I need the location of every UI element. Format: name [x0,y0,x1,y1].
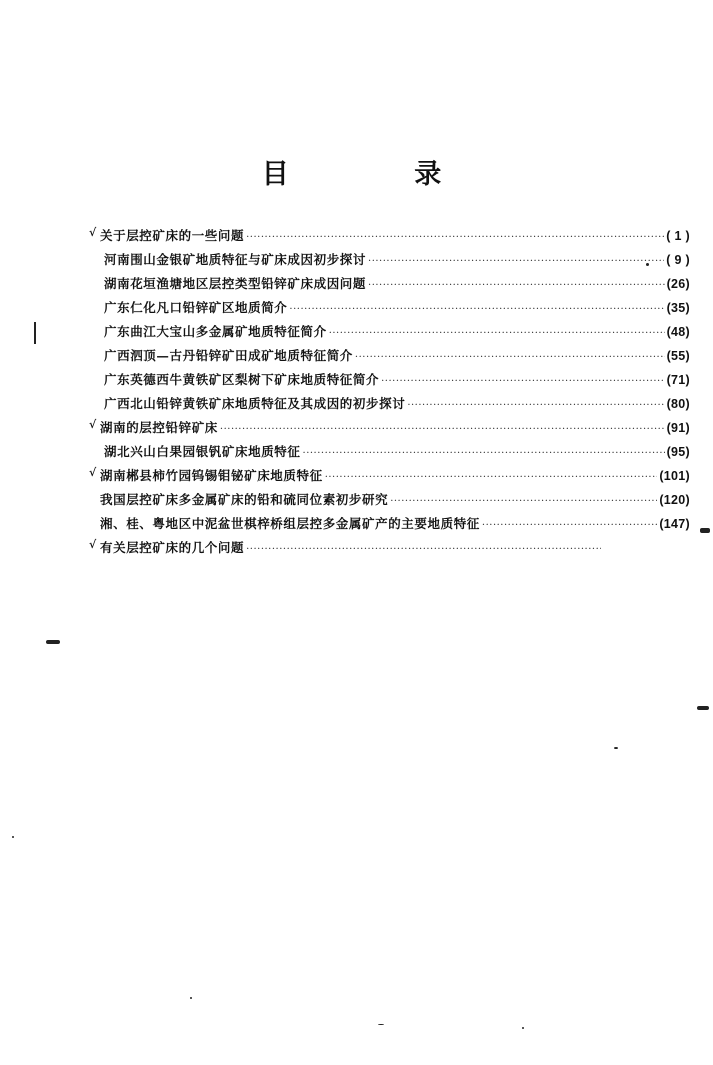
toc-entry[interactable] [100,442,690,466]
toc-entry-title: 河南围山金银矿地质特征与矿床成因初步探讨 [104,252,367,267]
dot-leader [246,544,601,555]
scan-speck [190,997,192,999]
dot-leader [289,304,664,315]
scan-mark [34,322,36,344]
dot-leader [220,424,665,435]
toc-entry-page: (120) [659,493,690,507]
table-of-contents [89,226,690,562]
toc-entry[interactable] [100,370,690,394]
toc-entry-title: 我国层控矿床多金属矿床的铅和硫同位素初步研究 [100,492,389,507]
dot-leader [390,496,657,507]
toc-entry-page: (101) [659,469,690,483]
toc-entry-title: 广西泗顶—古丹铅锌矿田成矿地质特征简介 [104,348,353,363]
toc-entry-page: (71) [666,373,690,387]
scan-speck [700,528,710,533]
toc-entry-page: (147) [659,517,690,531]
scan-speck [646,263,649,266]
check-mark-icon: √ [89,538,97,551]
toc-entry-title: 关于层控矿床的一些问题 [100,228,245,243]
toc-entry[interactable] [100,274,690,298]
scan-speck [46,640,60,644]
dot-leader [381,376,664,387]
toc-entry-title: 湖南花垣渔塘地区层控类型铅锌矿床成因问题 [104,276,367,291]
page-title: 目 录 [261,159,500,190]
toc-entry-page: ( 9 ) [666,253,690,267]
dot-leader [246,232,664,243]
toc-entry[interactable] [89,466,690,490]
toc-entry-title: 广西北山铅锌黄铁矿床地质特征及其成因的初步探讨 [104,396,406,411]
toc-entry-title: 广东曲江大宝山多金属矿地质特征简介 [104,324,327,339]
toc-entry-page: ( 1 ) [666,229,690,243]
dot-leader [303,448,665,459]
check-mark-icon: √ [89,418,97,431]
toc-entry[interactable] [100,322,690,346]
toc-entry-title: 湖北兴山白果园银钒矿床地质特征 [104,444,301,459]
dot-leader [368,256,664,267]
toc-entry[interactable] [100,490,690,514]
dot-leader [407,400,664,411]
scan-speck [522,1027,524,1029]
dot-leader [329,328,665,339]
toc-entry[interactable] [89,418,690,442]
toc-entry[interactable] [100,394,690,418]
scan-speck [614,747,618,749]
toc-entry[interactable] [89,226,690,250]
toc-entry-page: (55) [666,349,690,363]
toc-entry-page: (35) [666,301,690,315]
toc-entry[interactable] [89,538,690,562]
toc-entry-title: 湖南郴县柿竹园钨锡钼铋矿床地质特征 [100,468,323,483]
toc-entry-title: 广东仁化凡口铅锌矿区地质简介 [104,300,288,315]
scan-speck [378,1024,384,1025]
toc-entry[interactable] [100,250,690,274]
toc-entry[interactable] [100,346,690,370]
dot-leader [325,472,658,483]
dot-leader [482,520,657,531]
check-mark-icon: √ [89,226,97,239]
toc-entry-title: 有关层控矿床的几个问题 [100,540,245,555]
toc-entry[interactable] [100,298,690,322]
toc-entry-page: (95) [666,445,690,459]
toc-entry-page: (80) [666,397,690,411]
dot-leader [355,352,665,363]
toc-entry-page: (26) [666,277,690,291]
check-mark-icon: √ [89,466,97,479]
scan-speck [697,706,709,710]
dot-leader [368,280,665,291]
toc-entry-title: 湖南的层控铅锌矿床 [100,420,218,435]
scan-speck [12,836,14,838]
toc-entry-page: (91) [666,421,690,435]
toc-entry-title: 广东英德西牛黄铁矿区梨树下矿床地质特征简介 [104,372,380,387]
toc-entry[interactable] [100,514,690,538]
toc-entry-page: (48) [666,325,690,339]
toc-entry-title: 湘、桂、粤地区中泥盆世棋梓桥组层控多金属矿产的主要地质特征 [100,516,480,531]
